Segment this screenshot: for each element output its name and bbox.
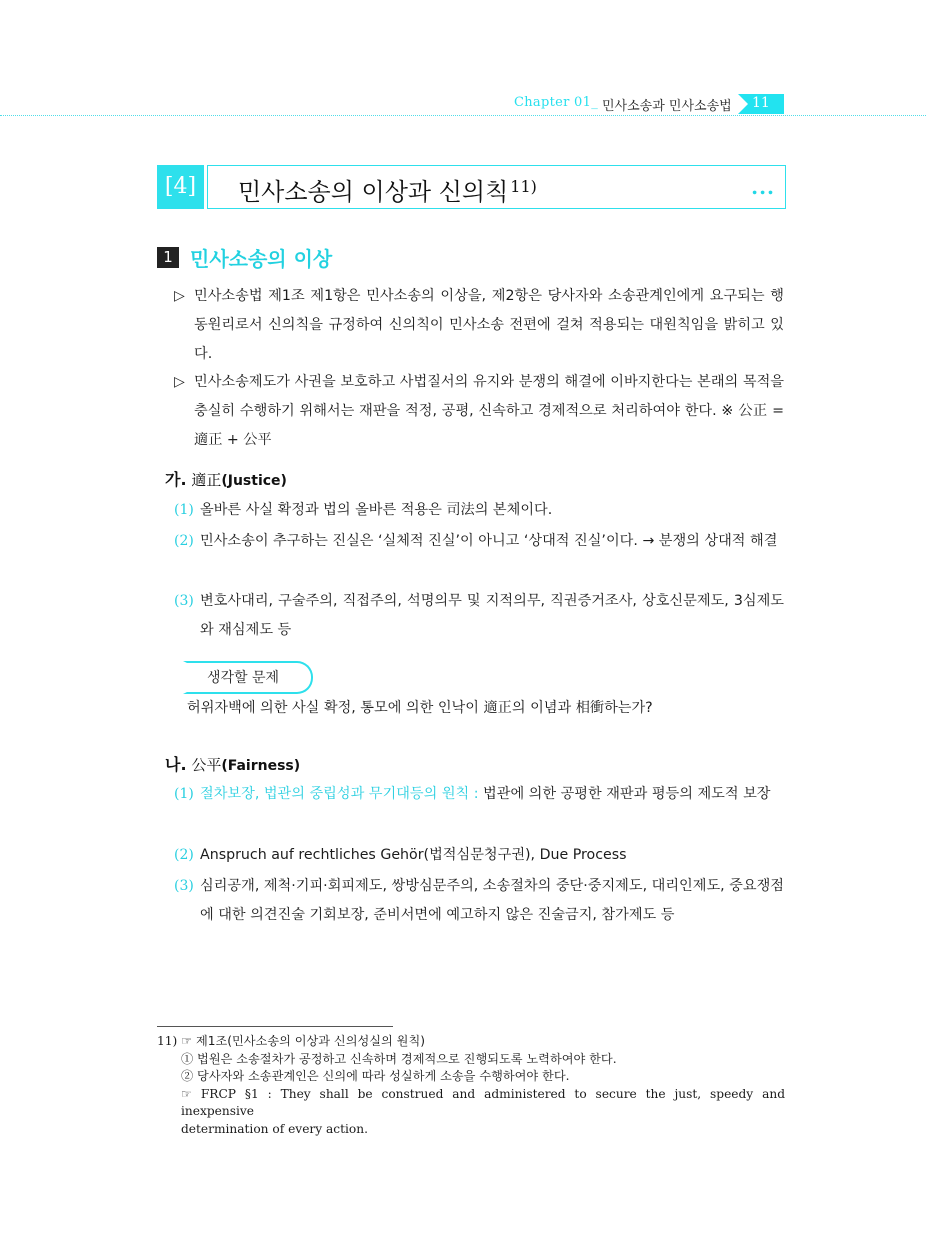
footnote-title: ☞ 제1조(민사소송의 이상과 신의성실의 원칙) bbox=[181, 1034, 425, 1048]
item-text: 올바른 사실 확정과 법의 올바른 적용은 司法의 본체이다. bbox=[200, 502, 553, 518]
section-title bbox=[238, 172, 537, 207]
page-number-tab bbox=[738, 94, 784, 114]
numbered-item bbox=[174, 527, 784, 556]
item-number: (2) bbox=[174, 847, 194, 863]
bullet-text: 민사소송제도가 사권을 보호하고 사법질서의 유지와 분쟁의 해결에 이바지한다는 본래의 목적을 충실히 수행하기 위해서는 재판을 적정, 공평, 신속하고 경제적으로 처리하여야 한다. ※ 公正 = 適正 + 公平 bbox=[194, 374, 784, 448]
numbered-item bbox=[174, 587, 784, 645]
think-question-label: 생각할 문제 bbox=[207, 670, 280, 686]
subheading-label: 適正 bbox=[191, 471, 222, 489]
subheading-marker: 나. bbox=[165, 755, 187, 774]
footnote-line: ① 법원은 소송절차가 공정하고 신속하며 경제적으로 진행되도록 노력하여야 한다. bbox=[181, 1051, 617, 1066]
subheading-english: (Fairness) bbox=[221, 758, 301, 774]
bullet-marker: ▷ bbox=[174, 374, 185, 390]
footnote-header bbox=[157, 1033, 785, 1051]
item-text: 심리공개, 제척·기피·회피제도, 쌍방심문주의, 소송절차의 중단·중지제도, 대리인제도, 중요쟁점에 대한 의견진술 기회보장, 준비서면에 예고하지 않은 진술금지, 참가제도 등 bbox=[200, 878, 784, 923]
footnote-rule bbox=[157, 1026, 393, 1027]
footnote-continuation: determination of every action. bbox=[181, 1121, 368, 1136]
numbered-item bbox=[174, 496, 784, 525]
item-text: 변호사대리, 구술주의, 직접주의, 석명의무 및 지적의무, 직권증거조사, 상호신문제도, 3심제도와 재심제도 등 bbox=[200, 593, 784, 638]
running-header bbox=[514, 94, 784, 114]
heading-title: 민사소송의 이상 bbox=[190, 247, 333, 271]
footnote-line: ☞ FRCP §1 : They shall be construed and administered to secure the just, speedy and inexpensive bbox=[181, 1086, 785, 1118]
item-number: (3) bbox=[174, 593, 194, 609]
section-number: [4] bbox=[157, 165, 204, 209]
running-header-chapter: Chapter 01_ bbox=[514, 95, 598, 110]
bullet-marker: ▷ bbox=[174, 288, 185, 304]
footnote-number: 11) bbox=[157, 1034, 178, 1048]
item-text-rest: 법관에 의한 공평한 재판과 평등의 제도적 보장 bbox=[478, 786, 771, 802]
numbered-item bbox=[174, 841, 784, 870]
item-text: Anspruch auf rechtliches Gehör(법적심문청구권), Due Process bbox=[200, 847, 627, 863]
think-question-label-box bbox=[183, 661, 313, 694]
item-text: 민사소송이 추구하는 진실은 ‘실체적 진실’이 아니고 ‘상대적 진실’이다. → 분쟁의 상대적 해결 bbox=[200, 533, 778, 549]
item-highlight: 절차보장, 법관의 중립성과 무기대등의 원칙 : bbox=[200, 786, 479, 802]
section-title-box bbox=[207, 165, 786, 209]
bullet-paragraph bbox=[174, 282, 784, 369]
item-number: (3) bbox=[174, 878, 194, 894]
item-number: (1) bbox=[174, 786, 194, 802]
bullet-paragraph bbox=[174, 368, 784, 455]
numbered-item bbox=[174, 872, 784, 930]
numbered-item bbox=[174, 780, 784, 809]
footnote bbox=[157, 1033, 785, 1138]
subheading-fairness bbox=[165, 752, 300, 775]
subheading-label: 公平 bbox=[191, 756, 222, 774]
footnote-line: ② 당사자와 소송관계인은 신의에 따라 성실하게 소송을 수행하여야 한다. bbox=[181, 1069, 570, 1083]
item-number: (2) bbox=[174, 533, 194, 549]
subheading-marker: 가. bbox=[165, 470, 187, 489]
tab-arrow-icon bbox=[738, 94, 748, 114]
heading-number-badge: 1 bbox=[157, 247, 179, 268]
subheading-english: (Justice) bbox=[221, 473, 287, 489]
item-number: (1) bbox=[174, 502, 194, 518]
page-number: 11 bbox=[752, 95, 770, 111]
subheading-justice bbox=[165, 467, 287, 490]
section-footnote-ref[interactable]: 11) bbox=[510, 177, 537, 196]
think-question: 허위자백에 의한 사실 확정, 통모에 의한 인낙이 適正의 이념과 相衝하는가? bbox=[187, 700, 653, 716]
item-text bbox=[200, 780, 784, 809]
section-dots: ... bbox=[751, 175, 775, 199]
running-header-title: 민사소송과 민사소송법 bbox=[602, 99, 732, 114]
header-dotted-rule bbox=[0, 115, 926, 116]
bullet-text: 민사소송법 제1조 제1항은 민사소송의 이상을, 제2항은 당사자와 소송관계인에게 요구되는 행동원리로서 신의칙을 규정하여 신의칙이 민사소송 전편에 걸쳐 적용되는 대원칙임을 밝히고 있다. bbox=[194, 288, 784, 362]
section-title-text: 민사소송의 이상과 신의칙 bbox=[238, 178, 509, 206]
